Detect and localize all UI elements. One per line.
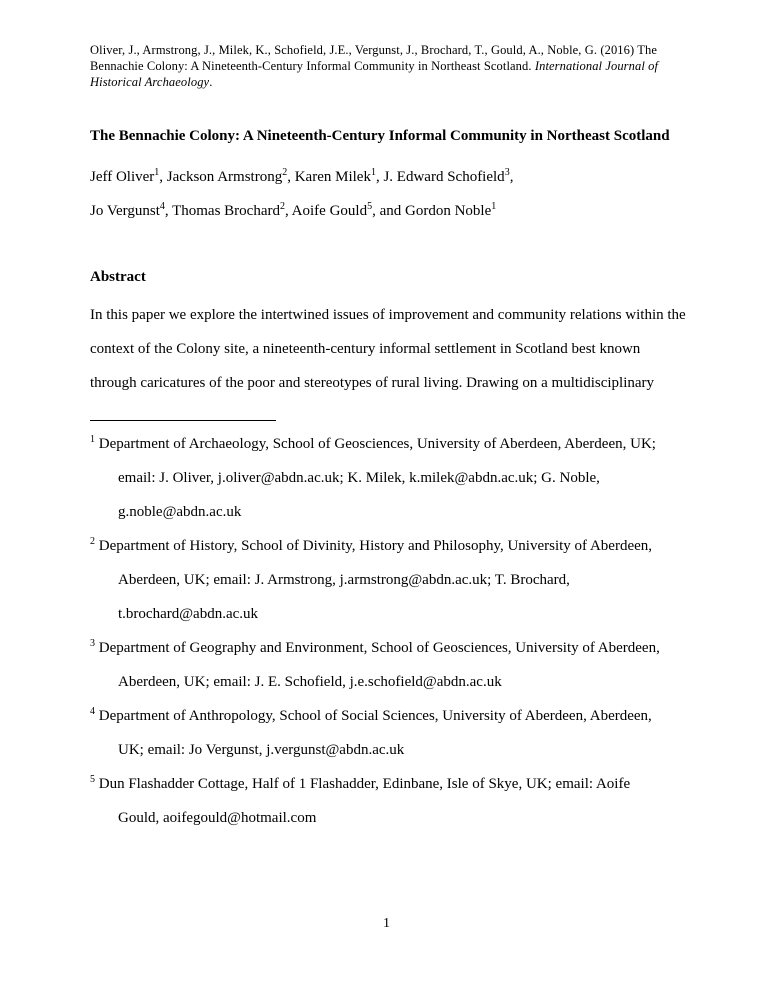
footnote-line: $^3$ Department of Geography and Environment, School of Geosciences, University of Aberdeen,: [90, 638, 660, 656]
footnote-separator-rule: [90, 420, 276, 421]
footnote-item: [90, 767, 687, 835]
footnote-line: UK; email: Jo Vergunst, j.vergunst@abdn.ac.uk: [118, 742, 405, 758]
footnote-list: [90, 427, 687, 835]
footnote-line: $^2$ Department of History, School of Divinity, History and Philosophy, University of Aberdeen,: [90, 536, 653, 554]
footnote-line: g.noble@abdn.ac.uk: [118, 504, 242, 520]
footnote-number: 4: [90, 706, 95, 717]
abstract-paragraph: In this paper we explore the intertwined issues of improvement and community relations within the context of the Colony site, a nineteenth-century informal settlement in Scotland best known through caricatures of the poor and stereotypes of rural living. Drawing on a multidisciplinary: [90, 307, 686, 391]
footnote-line: Aberdeen, UK; email: J. Armstrong, j.armstrong@abdn.ac.uk; T. Brochard,: [118, 572, 570, 588]
footnote-number: 3: [90, 638, 95, 649]
footnote-item: [90, 699, 687, 767]
footnote-line: Aberdeen, UK; email: J. E. Schofield, j.e.schofield@abdn.ac.uk: [118, 674, 502, 690]
footnote-item: [90, 529, 687, 631]
footnote-item: [90, 631, 687, 699]
page-number: 1: [383, 916, 390, 931]
footnote-line: $^1$ Department of Archaeology, School of Geosciences, University of Aberdeen, Aberdeen, UK;: [90, 434, 656, 452]
footnote-line: email: J. Oliver, j.oliver@abdn.ac.uk; K. Milek, k.milek@abdn.ac.uk; G. Noble,: [118, 470, 600, 486]
footnote-item: [90, 427, 687, 529]
paper-title: The Bennachie Colony: A Nineteenth-Century Informal Community in Northeast Scotland: [90, 128, 670, 144]
footnote-number: 2: [90, 536, 95, 547]
footnote-number: 1: [90, 434, 95, 445]
footnote-line: $^4$ Department of Anthropology, School of Social Sciences, University of Aberdeen, Aberdeen,: [90, 706, 652, 724]
footnote-line: $^5$ Dun Flashadder Cottage, Half of 1 Flashadder, Edinbane, Isle of Skye, UK; email: Aoife: [90, 774, 631, 792]
footnote-line: Gould, aoifegould@hotmail.com: [118, 810, 317, 826]
abstract-heading: Abstract: [90, 269, 146, 285]
citation-header: Oliver, J., Armstrong, J., Milek, K., Schofield, J.E., Vergunst, J., Brochard, T., Gould, A., Noble, G. (2016) The Bennachie Colony: A Nineteenth-Century Informal Community in Northeast Scotland. International Journal of Historical Archaeology.: [90, 43, 659, 89]
footnote-line: t.brochard@abdn.ac.uk: [118, 606, 259, 622]
author-line-1: Jeff Oliver$^1$, Jackson Armstrong$^2$, Karen Milek$^1$, J. Edward Schofield$^3$,: [90, 167, 514, 185]
footnote-number: 5: [90, 774, 95, 785]
author-line-2: Jo Vergunst$^4$, Thomas Brochard$^2$, Aoife Gould$^5$, and Gordon Noble$^1$: [90, 201, 497, 219]
